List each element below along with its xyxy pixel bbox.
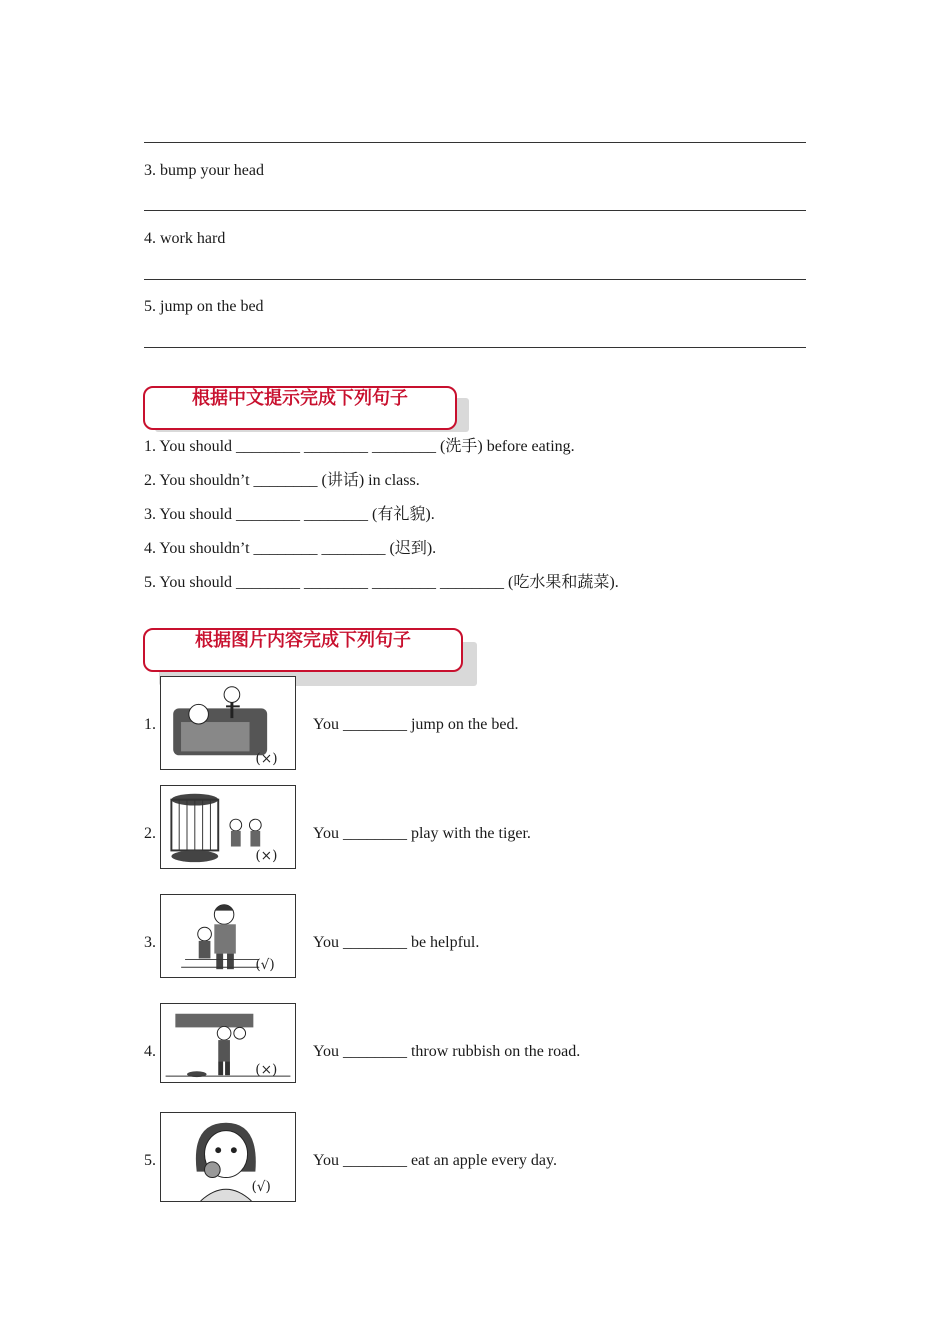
item-number: 2.	[144, 825, 156, 842]
picture-sentence: You ________ be helpful.	[313, 934, 480, 951]
check-mark: (√)	[251, 1179, 271, 1196]
item-number: 3.	[144, 934, 156, 951]
answer-line	[144, 142, 806, 143]
cross-mark: (×)	[255, 1062, 278, 1079]
phrase-item: 3. bump your head	[144, 162, 264, 179]
answer-line	[144, 210, 806, 211]
item-number: 1.	[144, 716, 156, 733]
picture-sentence: You ________ eat an apple every day.	[313, 1152, 557, 1169]
check-mark: (√)	[255, 957, 275, 974]
picture-throwing-rubbish	[160, 1003, 296, 1083]
sentence-item: 2. You shouldn’t ________ (讲话) in class.	[144, 472, 420, 489]
answer-line	[144, 279, 806, 280]
item-number: 5.	[144, 1152, 156, 1169]
cross-mark: (×)	[255, 848, 278, 865]
sentence-item: 5. You should ________ ________ ________ ________ (吃水果和蔬菜).	[144, 574, 619, 591]
picture-sentence: You ________ jump on the bed.	[313, 716, 519, 733]
answer-line	[144, 347, 806, 348]
picture-girl-apple	[160, 1112, 296, 1202]
section-title: 根据图片内容完成下列句子	[195, 630, 411, 651]
item-number: 4.	[144, 1043, 156, 1060]
picture-sentence: You ________ play with the tiger.	[313, 825, 531, 842]
phrase-item: 5. jump on the bed	[144, 298, 264, 315]
picture-tiger-cage	[160, 785, 296, 869]
picture-sentence: You ________ throw rubbish on the road.	[313, 1043, 581, 1060]
sentence-item: 4. You shouldn’t ________ ________ (迟到).	[144, 540, 437, 557]
picture-helping-woman	[160, 894, 296, 978]
section-title: 根据中文提示完成下列句子	[192, 388, 408, 409]
picture-bed-jumping	[160, 676, 296, 770]
sentence-item: 1. You should ________ ________ ________ (洗手) before eating.	[144, 438, 575, 455]
sentence-item: 3. You should ________ ________ (有礼貌).	[144, 506, 435, 523]
section-banner	[143, 386, 473, 434]
cross-mark: (×)	[255, 751, 278, 768]
phrase-item: 4. work hard	[144, 230, 226, 247]
